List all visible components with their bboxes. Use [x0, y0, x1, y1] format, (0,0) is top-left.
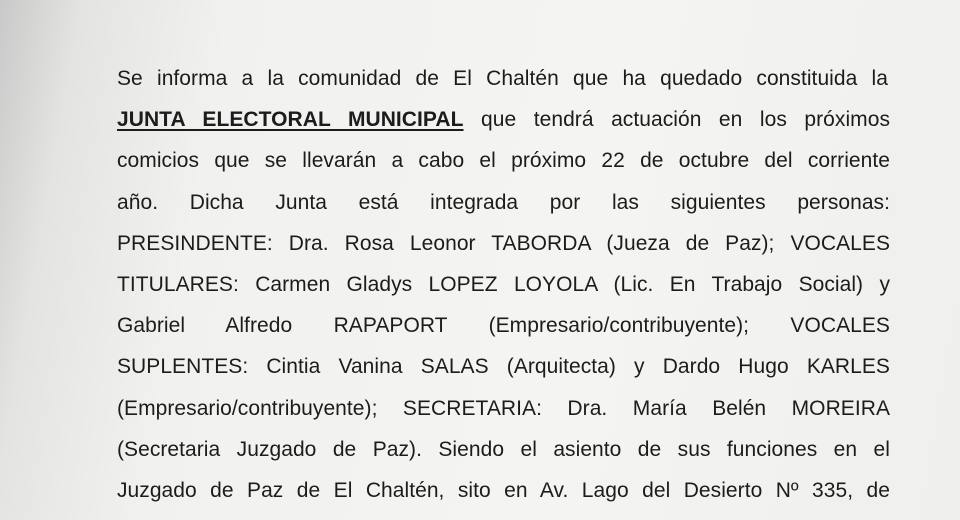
text-line-3: comicios que se llevarán a cabo el próximo 22 de octubre del corriente [117, 149, 890, 173]
text-line-9: (Empresario/contribuyente); SECRETARIA: Dra. María Belén MOREIRA [117, 396, 890, 420]
text-line-10: (Secretaria Juzgado de Paz). Siendo el asiento de sus funciones en el [117, 437, 890, 461]
text-line-1: Se informa a la comunidad de El Chaltén que ha quedado constituida la [117, 67, 888, 90]
text-line-2 [117, 99, 890, 140]
announcement-body [117, 58, 890, 511]
text-line-5: PRESINDENTE: Dra. Rosa Leonor TABORDA (Jueza de Paz); VOCALES [117, 231, 890, 255]
text-line-11: Juzgado de Paz de El Chaltén, sito en Av. Lago del Desierto Nº 335, de [117, 479, 890, 503]
text-line-6: TITULARES: Carmen Gladys LOPEZ LOYOLA (Lic. En Trabajo Social) y [117, 273, 890, 297]
text-line-8: SUPLENTES: Cintia Vanina SALAS (Arquitecta) y Dardo Hugo KARLES [117, 355, 890, 379]
text-line-4: año. Dicha Junta está integrada por las siguientes personas: [117, 190, 890, 214]
text-line-7: Gabriel Alfredo RAPAPORT (Empresario/contribuyente); VOCALES [117, 314, 890, 338]
junta-electoral-heading: JUNTA ELECTORAL MUNICIPAL [117, 108, 464, 132]
text-line-2-rest: que tendrá actuación en los próximos [463, 108, 890, 132]
